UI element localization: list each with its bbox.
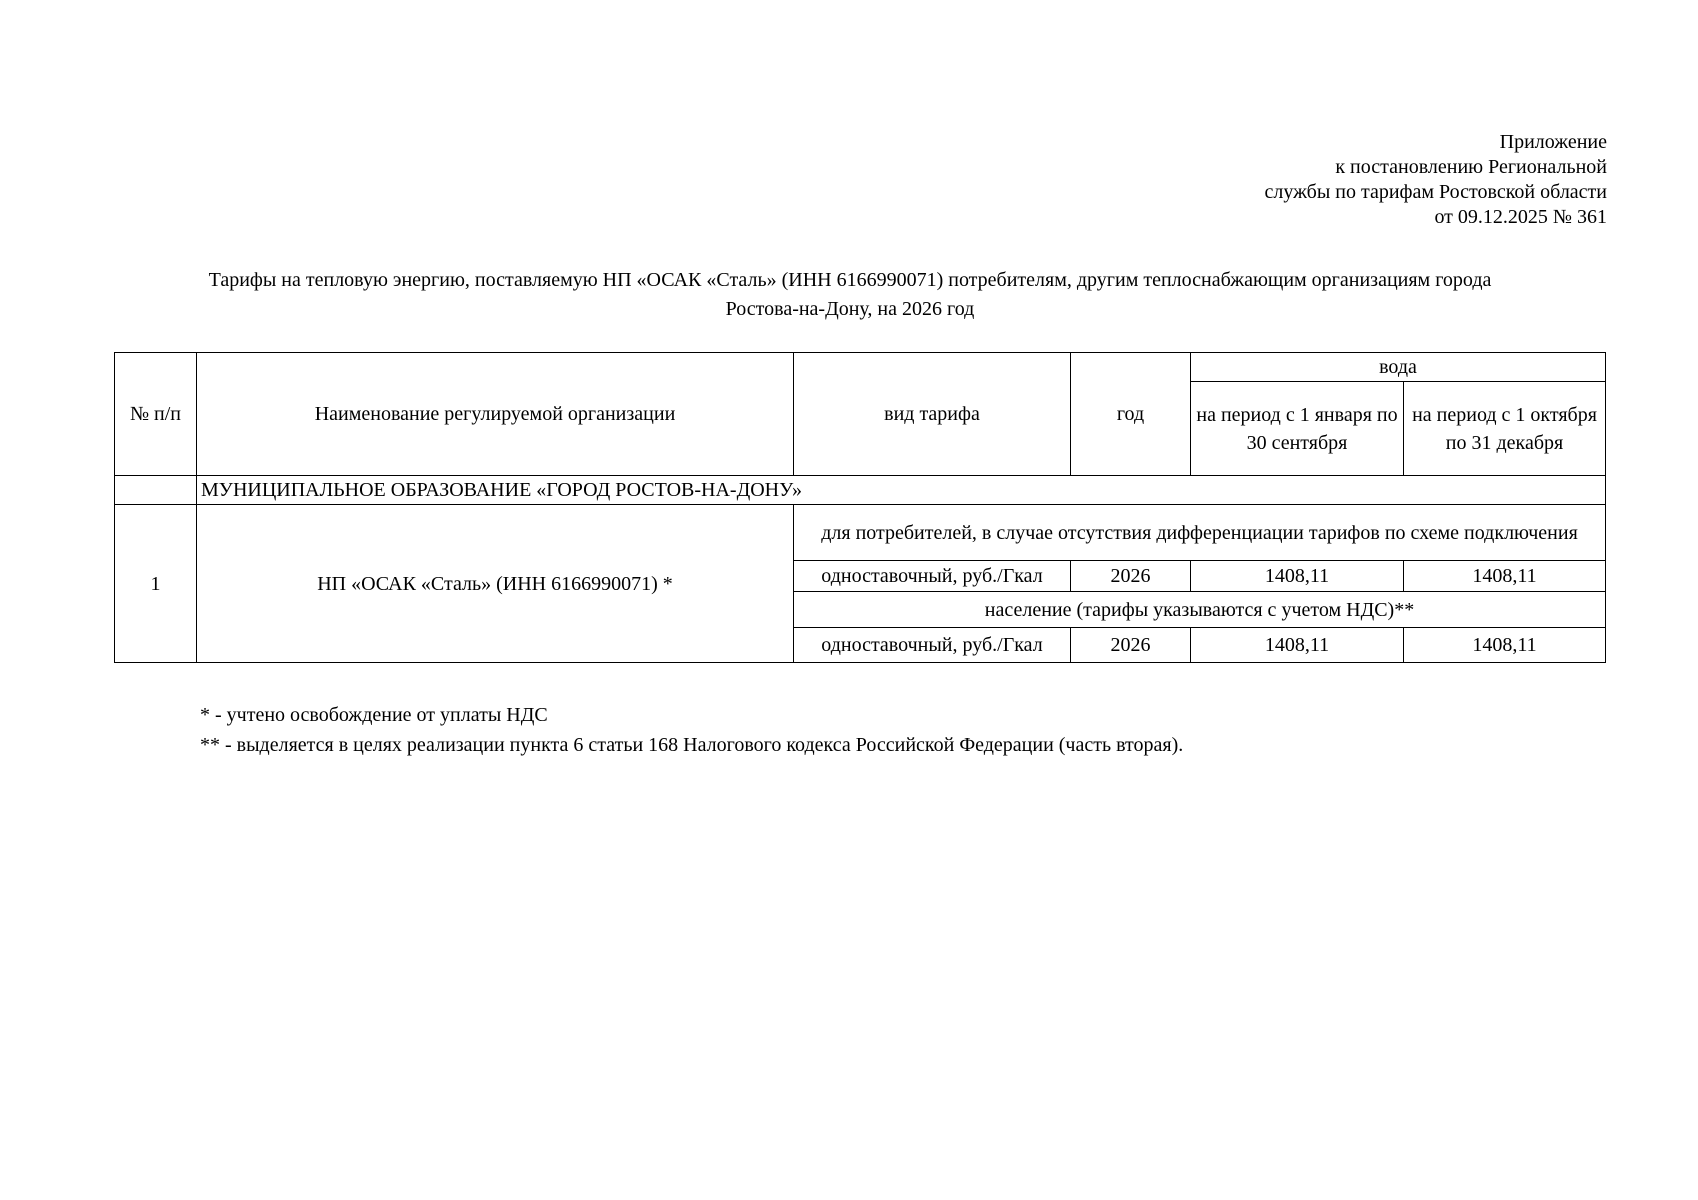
municipality-num-cell bbox=[115, 476, 197, 505]
appendix-line: к постановлению Региональной bbox=[1335, 156, 1607, 178]
row-org-name: НП «ОСАК «Сталь» (ИНН 6166990071) * bbox=[197, 505, 794, 663]
cell-tariff-type: одноставочный, руб./Гкал bbox=[794, 628, 1071, 663]
title-line-2: Ростова-на-Дону, на 2026 год bbox=[725, 298, 975, 320]
cell-year: 2026 bbox=[1071, 561, 1191, 592]
header-period-2: на период с 1 октября по 31 декабря bbox=[1404, 382, 1606, 476]
cell-period-2-value: 1408,11 bbox=[1404, 628, 1606, 663]
document-title bbox=[110, 266, 1590, 324]
group-label-consumers: для потребителей, в случае отсутствия дифференциации тарифов по схеме подключения bbox=[794, 505, 1606, 561]
tariff-table bbox=[114, 352, 1606, 663]
cell-period-1-value: 1408,11 bbox=[1191, 561, 1404, 592]
municipality-name: МУНИЦИПАЛЬНОЕ ОБРАЗОВАНИЕ «ГОРОД РОСТОВ-НА-ДОНУ» bbox=[197, 476, 1606, 505]
appendix-line: службы по тарифам Ростовской области bbox=[1264, 181, 1607, 203]
footnote-1: * - учтено освобождение от уплаты НДС bbox=[200, 704, 548, 726]
appendix-line: от 09.12.2025 № 361 bbox=[1434, 206, 1607, 228]
title-line-1: Тарифы на тепловую энергию, поставляемую НП «ОСАК «Сталь» (ИНН 6166990071) потребителям, другим теплоснабжающим организациям города bbox=[208, 269, 1492, 291]
header-period-1: на период с 1 января по 30 сентября bbox=[1191, 382, 1404, 476]
header-water: вода bbox=[1191, 353, 1606, 382]
cell-period-2-value: 1408,11 bbox=[1404, 561, 1606, 592]
header-year: год bbox=[1071, 353, 1191, 476]
header-tariff-type: вид тарифа bbox=[794, 353, 1071, 476]
appendix-line: Приложение bbox=[1499, 131, 1607, 153]
group-label-population: население (тарифы указываются с учетом НДС)** bbox=[794, 592, 1606, 628]
footnotes bbox=[200, 700, 1183, 760]
row-num: 1 bbox=[115, 505, 197, 663]
header-num: № п/п bbox=[115, 353, 197, 476]
appendix-block bbox=[1265, 130, 1607, 230]
cell-period-1-value: 1408,11 bbox=[1191, 628, 1404, 663]
footnote-2: ** - выделяется в целях реализации пункта 6 статьи 168 Налогового кодекса Российской Федерации (часть вторая). bbox=[200, 734, 1184, 756]
cell-tariff-type: одноставочный, руб./Гкал bbox=[794, 561, 1071, 592]
cell-year: 2026 bbox=[1071, 628, 1191, 663]
header-org-name: Наименование регулируемой организации bbox=[197, 353, 794, 476]
